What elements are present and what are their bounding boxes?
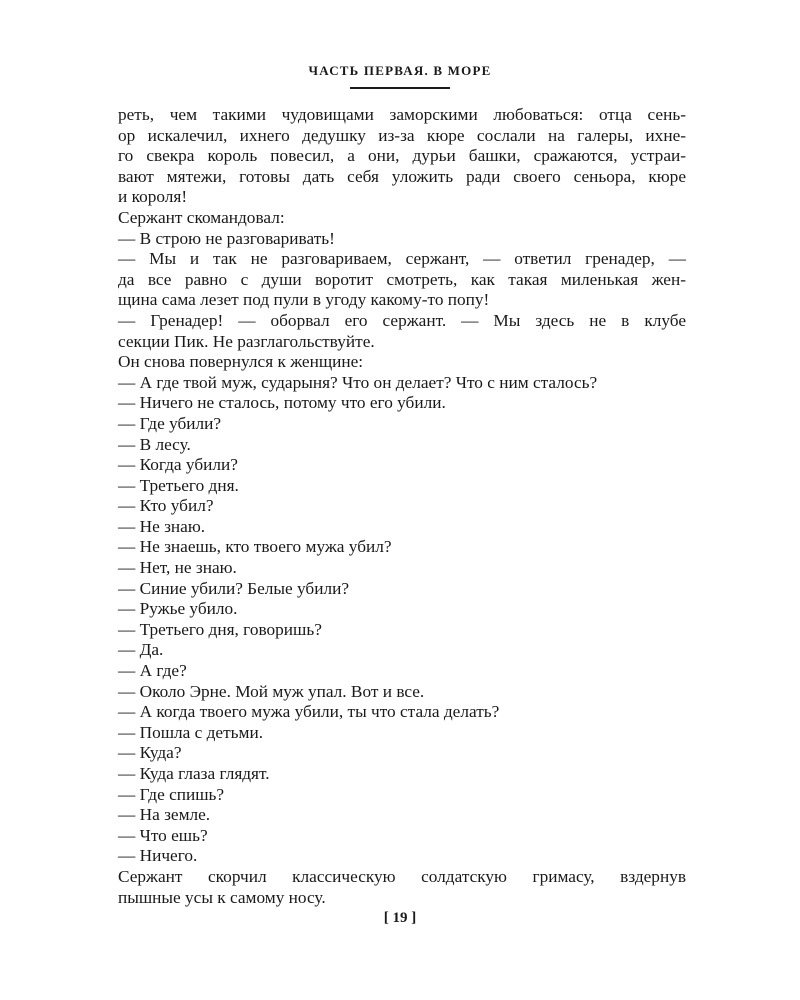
dialog-line: — Не знаю. [118, 516, 206, 536]
dialog-line: — Третьего дня, говоришь? [118, 619, 322, 639]
dialog-line: — А где твой муж, сударыня? Что он делает? Что с ним сталось? [118, 372, 598, 392]
paragraph-line: — Мы и так не разговариваем, сержант, — ответил гренадер, — [118, 249, 686, 269]
paragraph-line: щина сама лезет под пули в угоду какому-то попу! [118, 290, 490, 310]
paragraph-line: да все равно с души воротит смотреть, как такая миленькая жен- [118, 269, 686, 289]
narrative-line [118, 208, 686, 229]
dialog-line: — Где убили? [118, 413, 222, 433]
dialog-line: — Где спишь? [118, 784, 225, 804]
dialog-line: — Да. [118, 640, 164, 660]
dialog-line: — Кто убил? [118, 496, 214, 516]
paragraph-line: вают мятежи, готовы дать себя уложить ради своего сеньора, кюре [118, 166, 686, 186]
dialog-line: — Ружье убило. [118, 599, 238, 619]
dialog-line: — Когда убили? [118, 455, 238, 475]
dialog-line [118, 229, 686, 250]
paragraph-line: Сержант скорчил классическую солдатскую гримасу, вздернув [118, 866, 686, 886]
dialog-line: — А где? [118, 661, 187, 681]
paragraph-line: секции Пик. Не разглагольствуйте. [118, 331, 375, 351]
chapter-title: ЧАСТЬ ПЕРВАЯ. В МОРЕ [308, 63, 492, 78]
page-body [118, 105, 686, 908]
dialog-text: — В строю не разговаривать! [118, 228, 335, 248]
paragraph-line: реть, чем такими чудовищами заморскими любоваться: отца сень- [118, 105, 686, 124]
paragraph-line: ор искалечил, ихнего дедушку из-за кюре сослали на галеры, ихне- [118, 125, 686, 145]
paragraph-line: го свекра король повесил, а они, дурьи башки, сражаются, устраи- [118, 146, 686, 166]
dialog-line: — Куда? [118, 743, 182, 763]
dialog-line: — Не знаешь, кто твоего мужа убил? [118, 537, 392, 557]
page-number: [ 19 ] [383, 910, 417, 926]
narrative-line: Он снова повернулся к женщине: [118, 352, 364, 372]
dialog-line: — Третьего дня. [118, 475, 239, 495]
paragraph-line: и короля! [118, 187, 188, 207]
dialog-line: — Куда глаза глядят. [118, 764, 270, 783]
dialog-line: — Около Эрне. Мой муж упал. Вот и все. [118, 681, 425, 701]
dialog-line: — Что ешь? [118, 825, 208, 845]
dialog-line: — Ничего не сталось, потому что его убили. [118, 393, 446, 413]
running-header [0, 62, 800, 89]
narrative-text: Сержант скомандовал: [118, 207, 285, 227]
dialog-line: — Пошла с детьми. [118, 722, 264, 742]
dialog-line: — Нет, не знаю. [118, 558, 237, 578]
dialog-line: — Синие убили? Белые убили? [118, 578, 349, 598]
dialog-line: — А когда твоего мужа убили, ты что стала делать? [118, 702, 500, 722]
paragraph-line: пышные усы к самому носу. [118, 887, 326, 907]
header-rule [350, 87, 450, 89]
dialog-line: — На земле. [118, 805, 211, 825]
dialog-line: — Ничего. [118, 846, 198, 866]
paragraph-line: — Гренадер! — оборвал его сержант. — Мы здесь не в клубе [118, 310, 686, 330]
dialog-line: — В лесу. [118, 434, 191, 454]
